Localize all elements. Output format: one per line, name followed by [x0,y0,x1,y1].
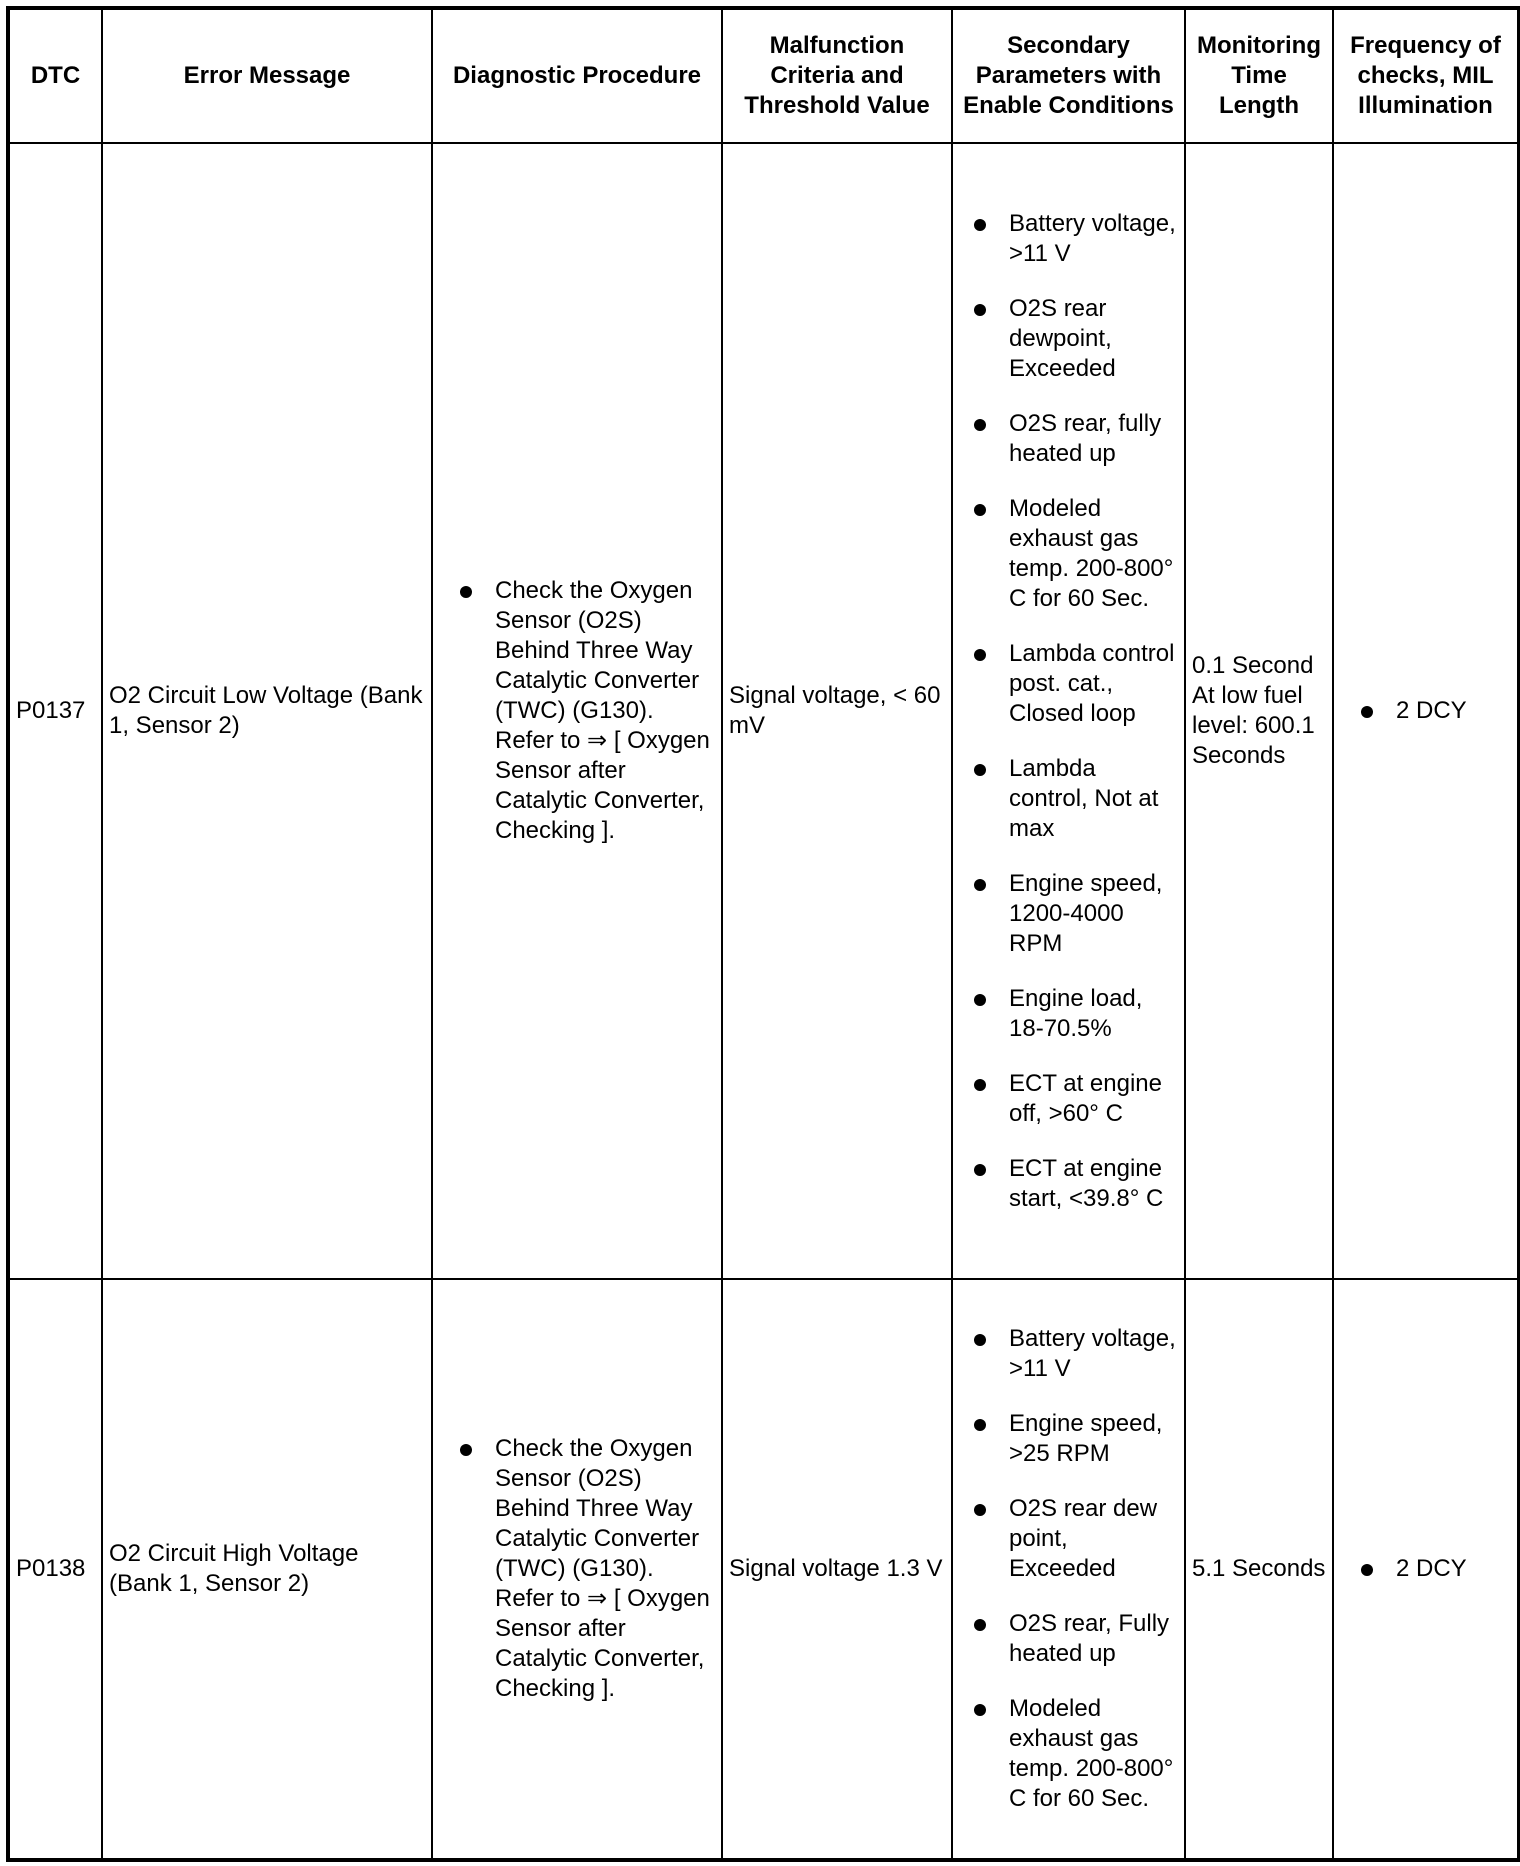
enable-condition: O2S rear dewpoint, Exceeded [953,294,1180,384]
enable-condition: O2S rear, fully heated up [953,409,1180,469]
header-frequency-mil: Frequency of checks, MIL Illumination [1333,8,1519,143]
malfunction-criteria: Signal voltage, < 60 mV [722,143,952,1279]
frequency-item: 2 DCY [1340,1554,1511,1584]
enable-condition: Engine speed, 1200-4000 RPM [953,869,1180,959]
enable-conditions-list [953,209,1180,1214]
diagnostic-procedure [432,1279,722,1860]
frequency-item: 2 DCY [1340,696,1511,726]
header-diagnostic-procedure: Diagnostic Procedure [432,8,722,143]
error-message: O2 Circuit High Voltage (Bank 1, Sensor 2) [102,1279,432,1860]
header-secondary-parameters: Secondary Parameters with Enable Conditions [952,8,1185,143]
enable-condition: Modeled exhaust gas temp. 200-800° C for 60 Sec. [953,1694,1180,1814]
enable-condition: Engine load, 18-70.5% [953,984,1180,1044]
enable-condition: Battery voltage, >11 V [953,1324,1180,1384]
table-row [8,143,1519,1279]
secondary-parameters [952,1279,1185,1860]
enable-condition: ECT at engine start, <39.8° C [953,1154,1180,1214]
error-message: O2 Circuit Low Voltage (Bank 1, Sensor 2) [102,143,432,1279]
table-row [8,1279,1519,1860]
dtc-code: P0138 [8,1279,102,1860]
enable-condition: ECT at engine off, >60° C [953,1069,1180,1129]
enable-condition: Lambda control, Not at max [953,754,1180,844]
enable-condition: O2S rear, Fully heated up [953,1609,1180,1669]
monitoring-time: 5.1 Seconds [1185,1279,1333,1860]
enable-condition: O2S rear dew point, Exceeded [953,1494,1180,1584]
dtc-table [6,6,1520,1862]
procedure-item: Check the Oxygen Sensor (O2S) Behind Three Way Catalytic Converter (TWC) (G130). Refer to ⇒ [ Oxygen Sensor after Catalytic Converter, Checking ]. [439,576,715,846]
frequency-mil [1333,1279,1519,1860]
enable-condition: Lambda control post. cat., Closed loop [953,639,1180,729]
dtc-code: P0137 [8,143,102,1279]
header-dtc: DTC [8,8,102,143]
enable-conditions-list [953,1324,1180,1814]
enable-condition: Modeled exhaust gas temp. 200-800° C for 60 Sec. [953,494,1180,614]
header-row [8,8,1519,143]
malfunction-criteria: Signal voltage 1.3 V [722,1279,952,1860]
header-error-message: Error Message [102,8,432,143]
header-monitoring-time: Monitoring Time Length [1185,8,1333,143]
diagnostic-procedure [432,143,722,1279]
enable-condition: Battery voltage, >11 V [953,209,1180,269]
procedure-item: Check the Oxygen Sensor (O2S) Behind Three Way Catalytic Converter (TWC) (G130). Refer to ⇒ [ Oxygen Sensor after Catalytic Converter, Checking ]. [439,1434,715,1704]
header-malfunction-criteria: Malfunction Criteria and Threshold Value [722,8,952,143]
secondary-parameters [952,143,1185,1279]
frequency-mil [1333,143,1519,1279]
enable-condition: Engine speed, >25 RPM [953,1409,1180,1469]
monitoring-time: 0.1 Second At low fuel level: 600.1 Seconds [1185,143,1333,1279]
